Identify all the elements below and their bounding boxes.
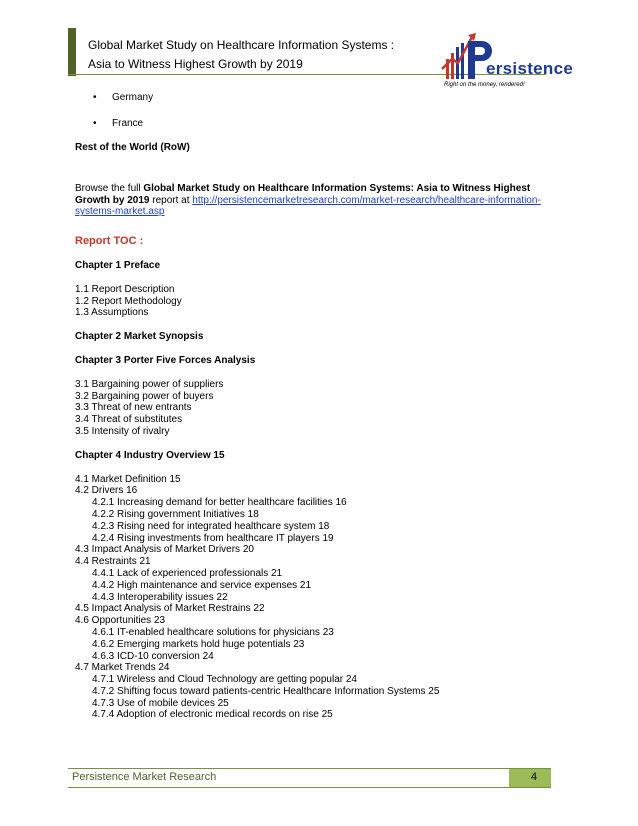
bullet-dot: • — [93, 118, 97, 129]
bullet-item — [75, 92, 565, 104]
chapter-4-list — [75, 474, 565, 722]
persistence-logo — [438, 29, 574, 93]
row-heading: Rest of the World (RoW) — [75, 142, 190, 153]
browse-prefix: Browse the full — [75, 182, 144, 194]
toc-item: 4.4 Restraints 21 — [75, 556, 151, 568]
bullet-item — [75, 118, 565, 130]
toc-item: 3.4 Threat of substitutes — [75, 414, 183, 426]
header-accent-bar — [68, 28, 76, 76]
toc-subitem: 4.4.2 High maintenance and service expenses 21 — [92, 579, 312, 591]
logo-brand-text: ersistence — [486, 59, 574, 78]
toc-subitem: 4.7.1 Wireless and Cloud Technology are getting popular 24 — [92, 674, 357, 686]
page-footer — [68, 768, 551, 788]
footer-company: Persistence Market Research — [72, 771, 217, 783]
toc-item: 4.7 Market Trends 24 — [75, 662, 170, 674]
header-title-line2: Asia to Witness Highest Growth by 2019 — [88, 57, 303, 71]
toc-item: 3.1 Bargaining power of suppliers — [75, 378, 224, 390]
toc-subitem: 4.2.3 Rising need for integrated healthcare system 18 — [92, 520, 330, 532]
header-title — [88, 36, 394, 74]
footer-page-number: 4 — [530, 771, 537, 783]
toc-subitem: 4.6.3 ICD-10 conversion 24 — [92, 650, 214, 662]
toc-subitem: 4.6.1 IT-enabled healthcare solutions for physicians 23 — [92, 626, 334, 638]
toc-subitem: 4.4.1 Lack of experienced professionals 21 — [92, 567, 283, 579]
chapter-3-list — [75, 379, 565, 438]
toc-item: 1.1 Report Description — [75, 283, 175, 295]
toc-subitem: 4.2.4 Rising investments from healthcare IT players 19 — [92, 532, 334, 544]
logo-tagline: Right on the money, rendered! — [444, 82, 525, 88]
bullet-dot: • — [93, 92, 97, 103]
toc-subitem: 4.4.3 Interoperability issues 22 — [92, 591, 228, 603]
toc-item: 4.6 Opportunities 23 — [75, 615, 166, 627]
page-content — [75, 88, 565, 721]
chapter-1-title: Chapter 1 Preface — [75, 259, 161, 271]
toc-item: 4.3 Impact Analysis of Market Drivers 20 — [75, 544, 254, 556]
toc-item: 4.2 Drivers 16 — [75, 485, 138, 497]
toc-item: 4.5 Impact Analysis of Market Restrains 22 — [75, 603, 265, 615]
browse-report-title: Global Market Study on Healthcare Information Systems: Asia to Witness Highest Growth by 2019 — [75, 182, 531, 206]
toc-subitem: 4.7.4 Adoption of electronic medical records on rise 25 — [92, 709, 333, 721]
toc-item: 1.3 Assumptions — [75, 307, 149, 319]
chapter-1-list — [75, 284, 565, 319]
chapter-4-title: Chapter 4 Industry Overview 15 — [75, 449, 225, 461]
chapter-2-title: Chapter 2 Market Synopsis — [75, 331, 204, 343]
bullet-text: Germany — [112, 92, 154, 103]
chapter-3-title: Chapter 3 Porter Five Forces Analysis — [75, 354, 256, 366]
toc-item: 3.3 Threat of new entrants — [75, 402, 192, 414]
toc-subitem: 4.2.2 Rising government Initiatives 18 — [92, 508, 259, 520]
header-title-line1: Global Market Study on Healthcare Information Systems : — [88, 38, 395, 52]
bullet-text: France — [112, 118, 144, 129]
toc-item: 1.2 Report Methodology — [75, 295, 182, 307]
toc-item: 4.1 Market Definition 15 — [75, 473, 181, 485]
toc-subitem: 4.6.2 Emerging markets hold huge potentials 23 — [92, 638, 305, 650]
toc-item: 3.2 Bargaining power of buyers — [75, 390, 214, 402]
toc-subitem: 4.7.2 Shifting focus toward patients-centric Healthcare Information Systems 25 — [92, 685, 440, 697]
browse-paragraph — [75, 183, 565, 218]
toc-item: 3.5 Intensity of rivalry — [75, 425, 170, 437]
toc-subitem: 4.7.3 Use of mobile devices 25 — [92, 697, 229, 709]
toc-heading: Report TOC : — [75, 235, 144, 248]
browse-middle: report at — [149, 194, 193, 206]
toc-subitem: 4.2.1 Increasing demand for better healthcare facilities 16 — [92, 497, 347, 509]
report-url-link[interactable]: http://persistencemarketresearch.com/market-research/healthcare-information-systems-market.asp — [75, 194, 541, 218]
